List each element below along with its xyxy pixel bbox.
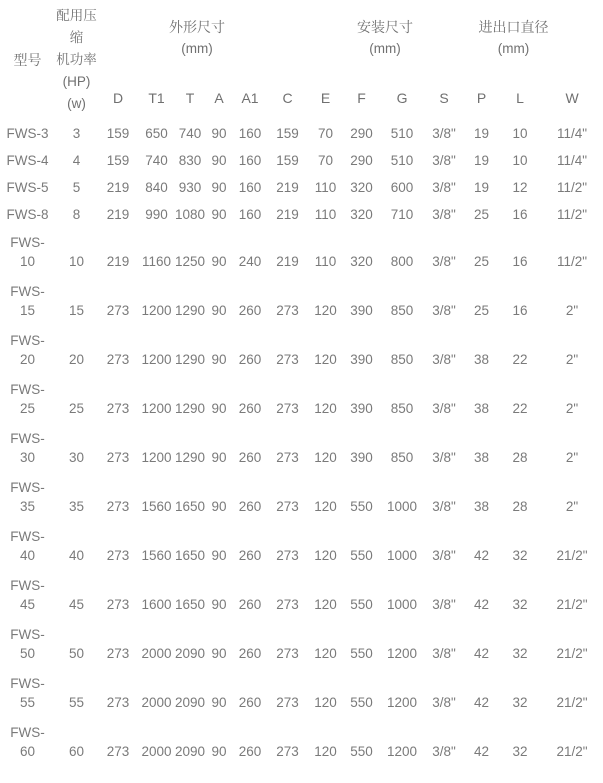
value-cell: 273 (276, 597, 299, 612)
value-cell: 120 (314, 597, 337, 612)
value-cell: 32 (512, 548, 528, 563)
value-cell: 28 (512, 499, 528, 514)
col-header-F: F (357, 89, 366, 106)
value-cell: 160 (238, 180, 262, 195)
power-header-line: 缩 (69, 30, 84, 45)
value-cell: 2" (565, 352, 579, 367)
value-cell: 3/8" (432, 499, 456, 514)
value-cell: 1000 (387, 499, 418, 514)
value-cell: 550 (350, 646, 373, 661)
group-header-installation-dimensions (308, 0, 424, 75)
value-cell: 273 (106, 695, 130, 710)
model-label: FWS-5 (6, 180, 49, 195)
value-cell: 260 (238, 744, 262, 759)
group-header-outline-dimensions (98, 0, 308, 75)
value-cell: 320 (350, 180, 373, 195)
group-unit: (mm) (181, 40, 213, 56)
value-cell: 120 (314, 499, 337, 514)
value-cell: 930 (178, 180, 202, 195)
value-cell: 273 (106, 597, 130, 612)
col-header-A: A (214, 89, 224, 106)
value-cell: 38 (474, 352, 490, 367)
value-cell: 273 (106, 744, 130, 759)
value-cell: 120 (314, 303, 337, 318)
value-cell: 1290 (175, 352, 206, 367)
power-header-line: 配用压 (56, 8, 97, 23)
value-cell: 290 (350, 126, 373, 141)
value-cell: 3/8" (432, 401, 456, 416)
group-unit: (mm) (369, 40, 401, 56)
col-header-W: W (565, 89, 579, 106)
value-cell: 19 (474, 180, 490, 195)
model-label: FWS-3 (6, 126, 49, 141)
hp-cell: 3 (72, 126, 81, 141)
value-cell: 22 (512, 401, 528, 416)
model-label: FWS-30 (10, 431, 45, 465)
value-cell: 90 (211, 744, 227, 759)
col-header-L: L (516, 89, 524, 106)
value-cell: 600 (390, 180, 414, 195)
value-cell: 273 (106, 401, 130, 416)
value-cell: 390 (350, 352, 373, 367)
value-cell: 3/8" (432, 597, 456, 612)
value-cell: 38 (474, 401, 490, 416)
value-cell: 1650 (175, 548, 206, 563)
value-cell: 273 (276, 401, 299, 416)
value-cell: 273 (276, 499, 299, 514)
col-header-model: 型号 (13, 52, 42, 68)
value-cell: 3/8" (432, 207, 456, 222)
model-cell (0, 473, 55, 522)
value-cell: 90 (211, 548, 227, 563)
model-cell (0, 228, 55, 277)
value-cell: 159 (276, 126, 299, 141)
value-cell: 850 (390, 303, 414, 318)
table-row (0, 375, 603, 424)
value-cell: 1080 (175, 207, 206, 222)
model-cell (0, 147, 55, 174)
hp-cell: 4 (72, 153, 81, 168)
power-header-line: (w) (67, 96, 86, 111)
value-cell: 120 (314, 401, 337, 416)
model-label: FWS-50 (10, 627, 45, 661)
value-cell: 28 (512, 450, 528, 465)
value-cell: 159 (276, 153, 299, 168)
value-cell: 90 (211, 254, 227, 269)
value-cell: 70 (318, 153, 334, 168)
value-cell: 3/8" (432, 744, 456, 759)
table-row (0, 424, 603, 473)
value-cell: 3/8" (432, 646, 456, 661)
table-row (0, 571, 603, 620)
value-cell: 21/2" (556, 597, 588, 612)
value-cell: 850 (390, 450, 414, 465)
value-cell: 219 (276, 207, 299, 222)
value-cell: 3/8" (432, 180, 456, 195)
value-cell: 42 (474, 695, 490, 710)
value-cell: 850 (390, 352, 414, 367)
value-cell: 3/8" (432, 352, 456, 367)
value-cell: 120 (314, 695, 337, 710)
hp-cell: 10 (68, 254, 85, 269)
value-cell: 219 (106, 180, 130, 195)
model-cell (0, 174, 55, 201)
value-cell: 90 (211, 401, 227, 416)
spec-table-body (0, 120, 603, 767)
value-cell: 840 (145, 180, 168, 195)
value-cell: 550 (350, 597, 373, 612)
value-cell: 2000 (141, 695, 172, 710)
value-cell: 1200 (387, 695, 418, 710)
value-cell: 11/2" (557, 180, 588, 195)
value-cell: 90 (211, 126, 227, 141)
model-label: FWS-40 (10, 529, 45, 563)
value-cell: 38 (474, 499, 490, 514)
value-cell: 990 (145, 207, 168, 222)
value-cell: 25 (474, 303, 490, 318)
value-cell: 1290 (175, 401, 206, 416)
hp-cell: 45 (68, 597, 85, 612)
value-cell: 1290 (175, 303, 206, 318)
model-label: FWS-15 (10, 284, 45, 318)
table-row (0, 174, 603, 201)
model-label: FWS-60 (10, 725, 45, 759)
model-cell (0, 718, 55, 767)
col-header-G: G (396, 89, 408, 106)
value-cell: 1560 (141, 548, 172, 563)
model-cell (0, 326, 55, 375)
value-cell: 260 (238, 401, 262, 416)
model-cell (0, 201, 55, 228)
value-cell: 1200 (141, 352, 172, 367)
value-cell: 90 (211, 180, 227, 195)
value-cell: 550 (350, 695, 373, 710)
value-cell: 273 (106, 646, 130, 661)
value-cell: 3/8" (432, 695, 456, 710)
header-group-row (0, 0, 603, 75)
col-header-E: E (320, 89, 331, 106)
value-cell: 510 (390, 153, 414, 168)
table-row (0, 522, 603, 571)
value-cell: 830 (178, 153, 202, 168)
value-cell: 159 (106, 153, 130, 168)
value-cell: 240 (238, 254, 262, 269)
col-header-P: P (476, 89, 487, 106)
value-cell: 110 (314, 254, 337, 269)
model-cell (0, 620, 55, 669)
model-label: FWS-35 (10, 480, 45, 514)
value-cell: 11/4" (557, 153, 588, 168)
value-cell: 120 (314, 646, 337, 661)
value-cell: 510 (390, 126, 414, 141)
value-cell: 2090 (175, 744, 206, 759)
model-cell (0, 277, 55, 326)
value-cell: 273 (276, 352, 299, 367)
value-cell: 12 (512, 180, 528, 195)
value-cell: 10 (512, 153, 528, 168)
value-cell: 1650 (175, 597, 206, 612)
value-cell: 273 (276, 695, 299, 710)
value-cell: 19 (474, 153, 490, 168)
value-cell: 10 (512, 126, 528, 141)
value-cell: 273 (106, 499, 130, 514)
table-row (0, 120, 603, 147)
model-label: FWS-45 (10, 578, 45, 612)
table-row (0, 277, 603, 326)
value-cell: 42 (474, 646, 490, 661)
value-cell: 3/8" (432, 303, 456, 318)
value-cell: 390 (350, 303, 373, 318)
value-cell: 290 (350, 153, 373, 168)
value-cell: 273 (106, 303, 130, 318)
table-row (0, 228, 603, 277)
value-cell: 120 (314, 352, 337, 367)
value-cell: 42 (474, 744, 490, 759)
col-header-T1: T1 (148, 89, 165, 106)
value-cell: 90 (211, 153, 227, 168)
value-cell: 273 (106, 450, 130, 465)
table-row (0, 326, 603, 375)
group-title: 进出口直径 (478, 18, 549, 35)
value-cell: 2" (565, 303, 579, 318)
value-cell: 3/8" (432, 126, 456, 141)
model-cell (0, 571, 55, 620)
value-cell: 42 (474, 597, 490, 612)
value-cell: 273 (276, 303, 299, 318)
hp-cell: 20 (68, 352, 85, 367)
value-cell: 1650 (175, 499, 206, 514)
value-cell: 2" (565, 499, 579, 514)
col-header-S: S (439, 89, 449, 106)
group-title: 安装尺寸 (357, 18, 414, 35)
value-cell: 3/8" (432, 153, 456, 168)
group-header-inlet-outlet-diameter (424, 0, 603, 75)
value-cell: 90 (211, 450, 227, 465)
value-cell: 90 (211, 695, 227, 710)
value-cell: 273 (276, 450, 299, 465)
value-cell: 2" (565, 450, 579, 465)
value-cell: 320 (350, 254, 373, 269)
value-cell: 260 (238, 499, 262, 514)
model-cell (0, 424, 55, 473)
model-cell (0, 522, 55, 571)
model-cell (0, 375, 55, 424)
value-cell: 260 (238, 548, 262, 563)
value-cell: 32 (512, 597, 528, 612)
model-label: FWS-55 (10, 676, 45, 710)
col-header-C: C (282, 89, 293, 106)
value-cell: 850 (390, 401, 414, 416)
value-cell: 70 (318, 126, 334, 141)
value-cell: 160 (238, 153, 262, 168)
power-header-line: 机功率 (56, 52, 97, 67)
col-header-D: D (112, 89, 124, 106)
value-cell: 3/8" (432, 450, 456, 465)
hp-cell: 40 (68, 548, 85, 563)
value-cell: 1000 (387, 597, 418, 612)
spec-table-header (0, 0, 603, 120)
value-cell: 21/2" (556, 646, 588, 661)
model-cell (0, 669, 55, 718)
value-cell: 159 (106, 126, 130, 141)
value-cell: 21/2" (556, 548, 588, 563)
value-cell: 390 (350, 401, 373, 416)
value-cell: 1560 (141, 499, 172, 514)
value-cell: 1250 (175, 254, 206, 269)
value-cell: 32 (512, 744, 528, 759)
model-label: FWS-25 (10, 382, 45, 416)
value-cell: 25 (474, 254, 490, 269)
value-cell: 740 (178, 126, 202, 141)
hp-cell: 55 (68, 695, 85, 710)
value-cell: 320 (350, 207, 373, 222)
hp-cell: 50 (68, 646, 85, 661)
value-cell: 273 (276, 548, 299, 563)
value-cell: 90 (211, 499, 227, 514)
value-cell: 260 (238, 303, 262, 318)
value-cell: 219 (276, 180, 299, 195)
value-cell: 16 (512, 254, 528, 269)
value-cell: 3/8" (432, 254, 456, 269)
value-cell: 273 (276, 646, 299, 661)
model-label: FWS-10 (10, 235, 45, 269)
value-cell: 2000 (141, 646, 172, 661)
value-cell: 260 (238, 695, 262, 710)
value-cell: 32 (512, 646, 528, 661)
value-cell: 710 (390, 207, 414, 222)
value-cell: 16 (512, 303, 528, 318)
value-cell: 800 (390, 254, 414, 269)
hp-cell: 8 (72, 207, 81, 222)
value-cell: 1600 (141, 597, 172, 612)
value-cell: 90 (211, 352, 227, 367)
value-cell: 38 (474, 450, 490, 465)
value-cell: 1200 (387, 646, 418, 661)
value-cell: 1200 (141, 303, 172, 318)
value-cell: 2090 (175, 695, 206, 710)
power-header-line: (HP) (62, 74, 91, 89)
value-cell: 21/2" (556, 744, 588, 759)
value-cell: 11/4" (557, 126, 588, 141)
value-cell: 11/2" (557, 254, 588, 269)
value-cell: 273 (106, 548, 130, 563)
value-cell: 90 (211, 303, 227, 318)
value-cell: 219 (276, 254, 299, 269)
value-cell: 2090 (175, 646, 206, 661)
table-row (0, 201, 603, 228)
model-label: FWS-20 (10, 333, 45, 367)
value-cell: 2" (565, 401, 579, 416)
value-cell: 90 (211, 646, 227, 661)
value-cell: 273 (276, 744, 299, 759)
value-cell: 650 (145, 126, 168, 141)
value-cell: 160 (238, 207, 262, 222)
hp-cell: 5 (72, 180, 81, 195)
table-row (0, 473, 603, 522)
value-cell: 219 (106, 207, 130, 222)
group-unit: (mm) (497, 40, 530, 56)
value-cell: 25 (474, 207, 490, 222)
value-cell: 21/2" (556, 695, 588, 710)
value-cell: 260 (238, 597, 262, 612)
value-cell: 1000 (387, 548, 418, 563)
table-row (0, 620, 603, 669)
value-cell: 273 (106, 352, 130, 367)
hp-cell: 30 (68, 450, 85, 465)
value-cell: 740 (145, 153, 168, 168)
col-header-T: T (185, 89, 195, 106)
table-row (0, 718, 603, 767)
value-cell: 110 (314, 207, 337, 222)
value-cell: 110 (314, 180, 337, 195)
model-label: FWS-4 (6, 153, 49, 168)
value-cell: 390 (350, 450, 373, 465)
value-cell: 19 (474, 126, 490, 141)
model-cell (0, 120, 55, 147)
value-cell: 260 (238, 352, 262, 367)
model-label: FWS-8 (6, 207, 49, 222)
value-cell: 160 (238, 126, 262, 141)
value-cell: 1290 (175, 450, 206, 465)
value-cell: 120 (314, 744, 337, 759)
value-cell: 11/2" (557, 207, 588, 222)
value-cell: 1200 (387, 744, 418, 759)
value-cell: 550 (350, 548, 373, 563)
hp-cell: 15 (68, 303, 85, 318)
hp-cell: 60 (68, 744, 85, 759)
value-cell: 3/8" (432, 548, 456, 563)
value-cell: 120 (314, 450, 337, 465)
col-header-power (55, 0, 98, 120)
value-cell: 16 (512, 207, 528, 222)
value-cell: 1160 (141, 254, 172, 269)
value-cell: 260 (238, 646, 262, 661)
value-cell: 42 (474, 548, 490, 563)
value-cell: 32 (512, 695, 528, 710)
value-cell: 1200 (141, 450, 172, 465)
value-cell: 1200 (141, 401, 172, 416)
hp-cell: 25 (68, 401, 85, 416)
value-cell: 550 (350, 744, 373, 759)
value-cell: 90 (211, 207, 227, 222)
group-title: 外形尺寸 (169, 18, 226, 35)
value-cell: 219 (106, 254, 130, 269)
value-cell: 90 (211, 597, 227, 612)
col-header-A1: A1 (241, 89, 259, 106)
value-cell: 2000 (141, 744, 172, 759)
value-cell: 22 (512, 352, 528, 367)
table-row (0, 147, 603, 174)
value-cell: 260 (238, 450, 262, 465)
value-cell: 120 (314, 548, 337, 563)
table-row (0, 669, 603, 718)
value-cell: 550 (350, 499, 373, 514)
hp-cell: 35 (68, 499, 85, 514)
